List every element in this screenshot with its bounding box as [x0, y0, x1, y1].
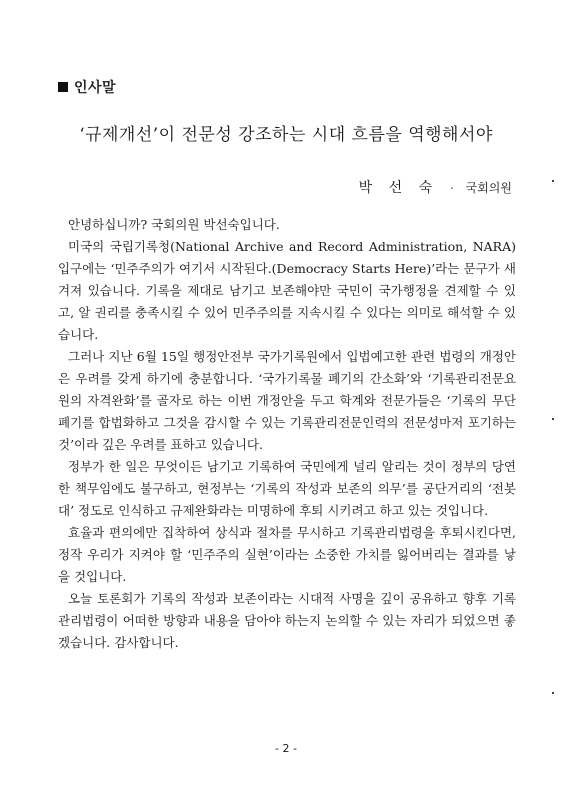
paragraph: 미국의 국립기록청(National Archive and Record Administration, NARA) 입구에는 ‘민주주의가 여기서 시작된다.(Democracy Starts Here)’라는 문구가 새겨져 있습니다. 기록을 제대로 남기고 보존해야만 국민이 국가행정을 견제할 수 있고, 알 권리를 충족시킬 수 있어 민주주의를 지속시킬 수 있다는 의미로 해석할 수 있습니다. [58, 239, 516, 342]
section-heading [58, 77, 116, 97]
black-square-icon [58, 82, 68, 92]
byline [359, 177, 512, 197]
page-number: - 2 - [275, 742, 297, 755]
paragraph: 효율과 편의에만 집착하여 상식과 절차를 무시하고 기록관리법령을 후퇴시킨다면, 정작 우리가 지켜야 할 ‘민주주의 실현’이라는 소중한 가치를 잃어버리는 결과를 낳을 것입니다. [58, 525, 516, 584]
author-role: 국회의원 [465, 181, 512, 195]
document-title: ‘규제개선’이 전문성 강조하는 시대 흐름을 역행해서야 [79, 125, 493, 145]
byline-separator: · [450, 182, 454, 195]
section-label: 인사말 [74, 80, 117, 96]
scan-mark [552, 180, 554, 182]
paragraph-closing: 오늘 토론회가 기록의 작성과 보존이라는 시대적 사명을 깊이 공유하고 향후 기록관리법령이 어떠한 방향과 내용을 담아야 하는지 논의할 수 있는 자리가 되었으면 좋겠습니다. 감사합니다. [58, 591, 516, 650]
author-name: 박 선 숙 [358, 180, 439, 196]
paragraph: 그러나 지난 6월 15일 행정안전부 국가기록원에서 입법예고한 관련 법령의 개정안은 우려를 갖게 하기에 충분합니다. ‘국가기록물 폐기의 간소화’와 ‘기록관리전문요원의 자격완화’를 골자로 하는 이번 개정안을 두고 학계와 전문가들은 ‘기록의 무단폐기를 합법화하고 그것을 감시할 수 있는 기록관리전문인력의 전문성마저 포기하는 것’이라 깊은 우려를 표하고 있습니다. [58, 349, 516, 452]
paragraph-greeting: 안녕하십니까? 국회의원 박선숙입니다. [68, 217, 280, 232]
scan-mark [552, 418, 554, 420]
body-text [58, 214, 516, 654]
paragraph: 정부가 한 일은 무엇이든 남기고 기록하여 국민에게 널리 알리는 것이 정부의 당연한 책무임에도 불구하고, 현정부는 ‘기록의 작성과 보존의 의무’를 공단거리의 ‘전봇대’ 정도로 인식하고 규제완화라는 미명하에 후퇴 시키려고 하고 있는 것입니다. [58, 459, 516, 518]
scan-mark [552, 692, 554, 694]
